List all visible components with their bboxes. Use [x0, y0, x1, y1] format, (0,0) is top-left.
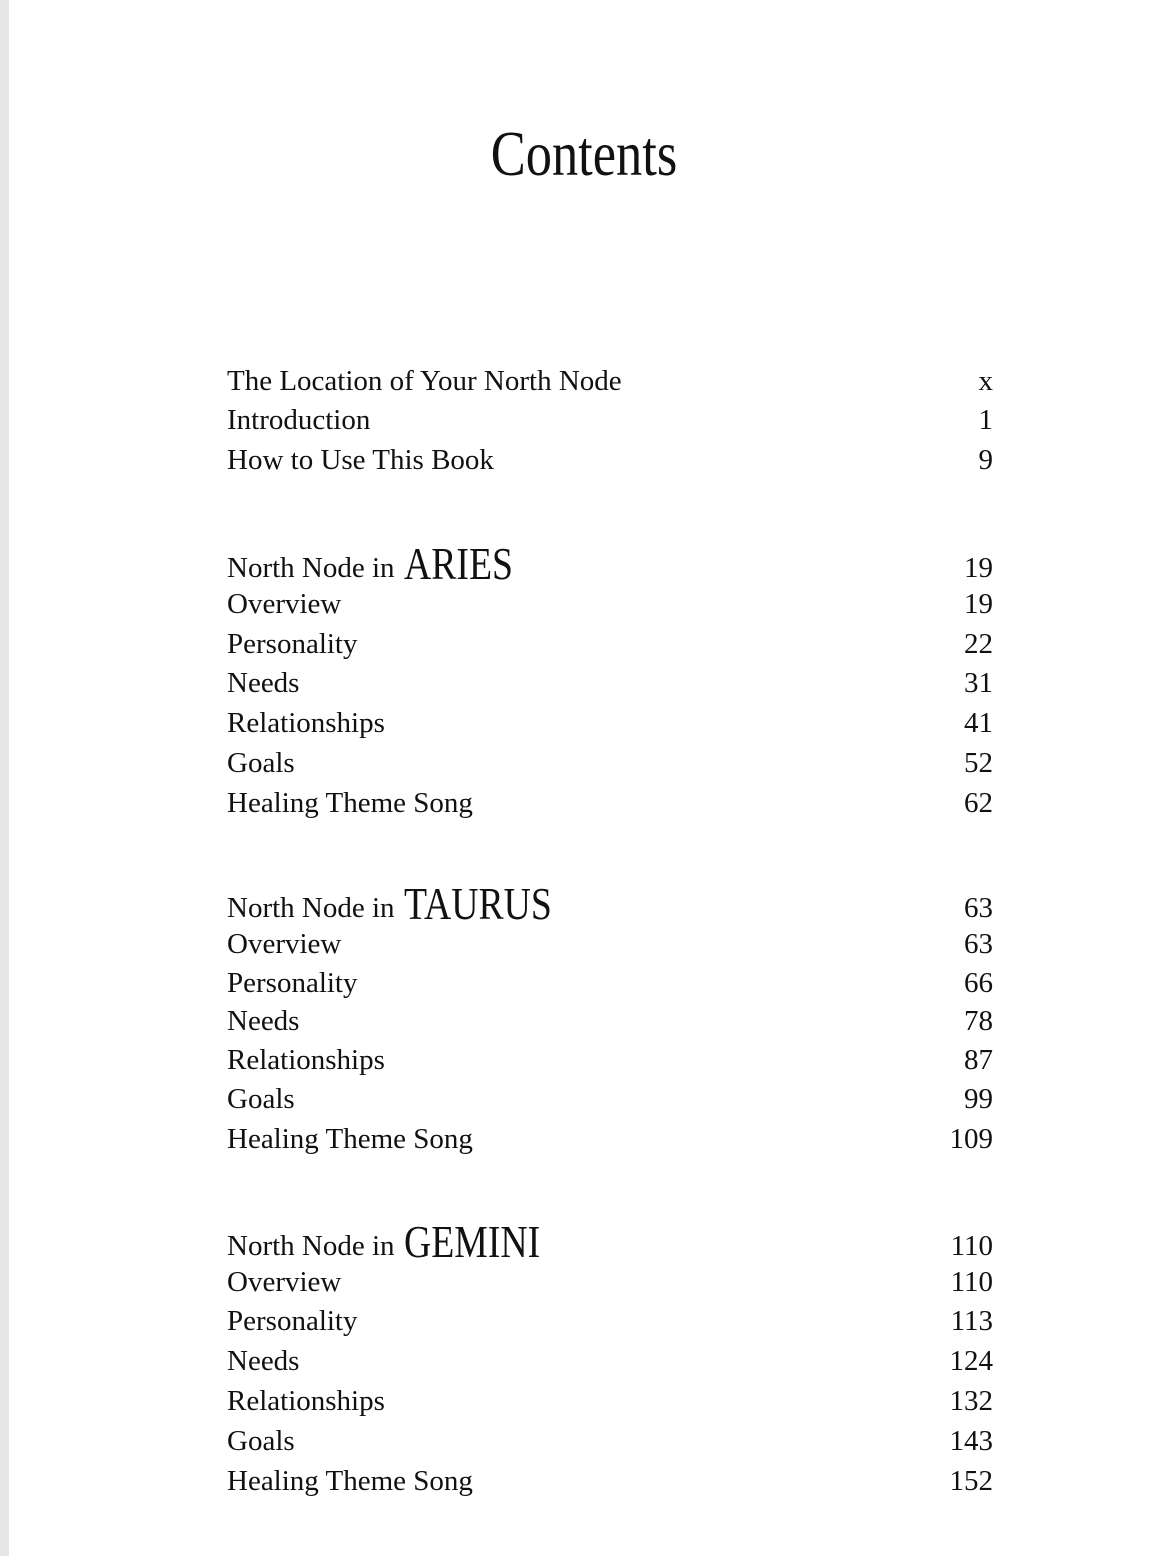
toc-entry-page: 113	[950, 1305, 993, 1337]
toc-entry-label: How to Use This Book	[227, 444, 494, 476]
toc-entry-label: Relationships	[227, 1044, 385, 1076]
toc-entry-gemini-needs[interactable]	[227, 1346, 993, 1382]
toc-entry-taurus-relationships[interactable]	[227, 1045, 993, 1081]
section-heading	[227, 1216, 556, 1267]
toc-entry-page: 99	[964, 1083, 993, 1115]
page-left-edge	[0, 0, 9, 1556]
toc-entry-page: 19	[964, 588, 993, 620]
toc-entry-page: 63	[964, 892, 993, 924]
toc-entry-label: Healing Theme Song	[227, 1123, 473, 1155]
sign-name: TAURUS	[403, 878, 552, 929]
toc-entry-page: 41	[964, 707, 993, 739]
toc-entry-how-to-use[interactable]	[227, 445, 993, 481]
toc-entry-gemini-relationships[interactable]	[227, 1386, 993, 1422]
toc-entry-taurus-goals[interactable]	[227, 1084, 993, 1120]
toc-entry-page: 152	[949, 1465, 993, 1497]
toc-entry-page: 62	[964, 787, 993, 819]
toc-entry-page: 9	[978, 444, 993, 476]
toc-entry-aries-goals[interactable]	[227, 748, 993, 784]
section-heading-prefix: North Node in	[227, 1230, 395, 1262]
toc-entry-gemini-goals[interactable]	[227, 1426, 993, 1462]
toc-entry-page: 31	[964, 667, 993, 699]
toc-entry-page: 78	[964, 1005, 993, 1037]
toc-entry-aries-relationships[interactable]	[227, 708, 993, 744]
toc-entry-label: Overview	[227, 588, 342, 620]
toc-entry-label: Relationships	[227, 1385, 385, 1417]
toc-entry-taurus-healing-theme-song[interactable]	[227, 1124, 993, 1160]
toc-entry-label: The Location of Your North Node	[227, 365, 622, 397]
toc-entry-gemini-personality[interactable]	[227, 1306, 993, 1342]
section-heading-prefix: North Node in	[227, 552, 395, 584]
sign-name: GEMINI	[403, 1216, 540, 1267]
toc-entry-aries-needs[interactable]	[227, 668, 993, 704]
toc-entry-page: 87	[964, 1044, 993, 1076]
toc-entry-page: 124	[949, 1345, 993, 1377]
toc-entry-page: 22	[964, 628, 993, 660]
toc-entry-page: 52	[964, 747, 993, 779]
toc-section-heading-gemini[interactable]	[227, 1216, 993, 1267]
toc-entry-taurus-personality[interactable]	[227, 968, 993, 1004]
toc-entry-label: Healing Theme Song	[227, 1465, 473, 1497]
toc-entry-taurus-needs[interactable]	[227, 1006, 993, 1042]
toc-entry-label: Needs	[227, 667, 300, 699]
toc-entry-page: 109	[949, 1123, 993, 1155]
toc-entry-page: 143	[949, 1425, 993, 1457]
toc-entry-label: Personality	[227, 967, 358, 999]
toc-entry-page: 110	[950, 1266, 993, 1298]
toc-entry-location-of-north-node[interactable]	[227, 366, 993, 402]
toc-entry-label: Introduction	[227, 404, 371, 436]
toc-entry-label: Needs	[227, 1005, 300, 1037]
toc-entry-label: Relationships	[227, 707, 385, 739]
toc-entry-label: Goals	[227, 1425, 295, 1457]
toc-entry-page: 1	[978, 404, 993, 436]
toc-entry-label: Personality	[227, 628, 358, 660]
toc-entry-label: Healing Theme Song	[227, 787, 473, 819]
toc-entry-aries-overview[interactable]	[227, 589, 993, 625]
toc-entry-introduction[interactable]	[227, 405, 993, 441]
toc-entry-label: Needs	[227, 1345, 300, 1377]
toc-entry-gemini-healing-theme-song[interactable]	[227, 1466, 993, 1502]
toc-entry-page: 63	[964, 928, 993, 960]
toc-section-heading-taurus[interactable]	[227, 878, 993, 929]
toc-entry-gemini-overview[interactable]	[227, 1267, 993, 1303]
toc-entry-label: Goals	[227, 1083, 295, 1115]
toc-entry-label: Overview	[227, 928, 342, 960]
page-title: Contents	[490, 118, 678, 189]
sign-name: ARIES	[403, 538, 513, 589]
toc-entry-page: 19	[964, 552, 993, 584]
toc-entry-page: x	[978, 365, 993, 397]
toc-section-heading-aries[interactable]	[227, 538, 993, 589]
toc-entry-label: Personality	[227, 1305, 358, 1337]
toc-entry-page: 132	[949, 1385, 993, 1417]
toc-entry-label: Goals	[227, 747, 295, 779]
section-heading	[227, 878, 570, 929]
section-heading	[227, 538, 523, 589]
toc-entry-label: Overview	[227, 1266, 342, 1298]
toc-entry-aries-personality[interactable]	[227, 629, 993, 665]
toc-entry-page: 110	[950, 1230, 993, 1262]
toc-entry-taurus-overview[interactable]	[227, 929, 993, 965]
toc-entry-aries-healing-theme-song[interactable]	[227, 788, 993, 824]
toc-entry-page: 66	[964, 967, 993, 999]
section-heading-prefix: North Node in	[227, 892, 395, 924]
